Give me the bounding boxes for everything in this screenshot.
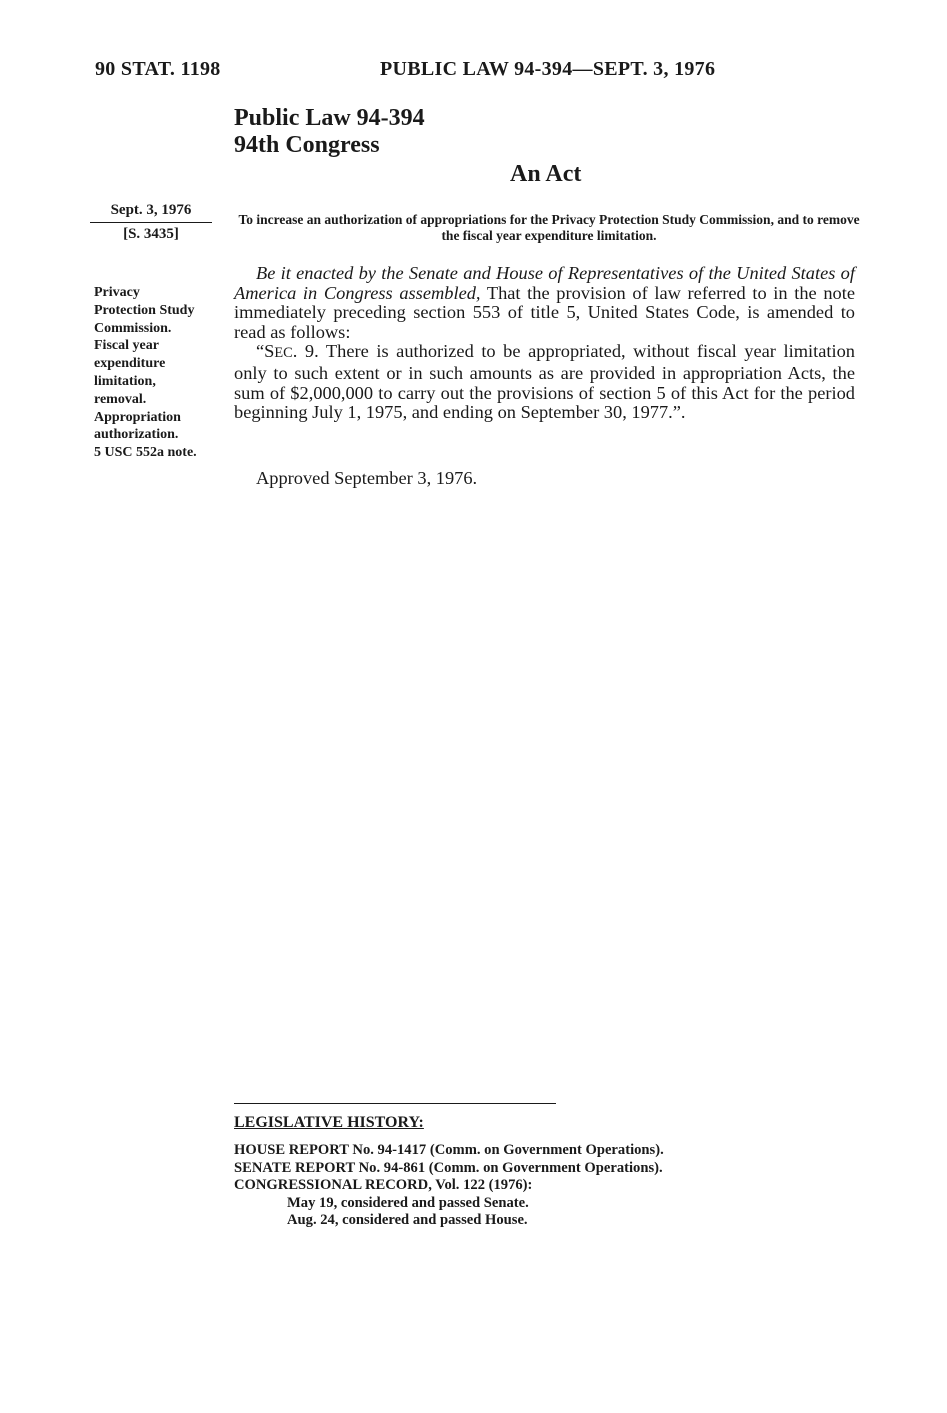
margin-notes <box>94 284 224 462</box>
enacting-paragraph <box>234 264 855 342</box>
date-bill-block <box>90 200 212 245</box>
approval-line: Approved September 3, 1976. <box>256 468 478 488</box>
margin-note: expenditure <box>94 356 166 372</box>
section-text: . 9. There is authorized to be appropriated, without fiscal year limitation only to such extent or in such amounts as are provided in appropriation Acts, the sum of $2,000,000 to carry out the provisions of section 5 of this Act for the period beginning July 1, 1975, and ending on September 30, 1977.”. <box>234 341 855 423</box>
margin-note: authorization. <box>94 427 179 443</box>
margin-note: 5 USC 552a note. <box>94 445 197 461</box>
bill-number: [S. 3435] <box>123 226 179 242</box>
house-report: HOUSE REPORT No. 94-1417 (Comm. on Government Operations). <box>234 1142 664 1158</box>
act-title: An Act <box>510 161 582 187</box>
history-event: Aug. 24, considered and passed House. <box>287 1212 528 1228</box>
running-header: PUBLIC LAW 94-394—SEPT. 3, 1976 <box>380 58 716 80</box>
margin-note: Fiscal year <box>94 338 159 354</box>
margin-note: Protection Study <box>94 302 195 318</box>
footnote-divider <box>234 1103 556 1104</box>
section-paragraph <box>234 342 855 422</box>
paragraph-text: That the provision of law referred to in the note immediately preceding section 553 of title 5, United States Code, is amended to read as follows: <box>234 282 855 342</box>
legislative-history <box>234 1142 664 1230</box>
enactment-date: Sept. 3, 1976 <box>90 200 212 223</box>
margin-note: Privacy <box>94 285 140 300</box>
legislative-history-heading: LEGISLATIVE HISTORY: <box>234 1114 424 1131</box>
law-number: Public Law 94-394 <box>234 105 425 131</box>
act-body <box>234 264 855 423</box>
margin-note: Appropriation <box>94 409 181 425</box>
page-citation: 90 STAT. 1198 <box>95 58 221 80</box>
history-event: May 19, considered and passed Senate. <box>287 1194 529 1211</box>
section-small-caps: EC <box>274 345 293 362</box>
congressional-record: CONGRESSIONAL RECORD, Vol. 122 (1976): <box>234 1177 533 1193</box>
margin-note: removal. <box>94 391 147 407</box>
margin-note: Commission. <box>94 320 172 336</box>
act-purpose: To increase an authorization of appropriations for the Privacy Protection Study Commission, and to remove the fiscal year expenditure limitation. <box>238 212 860 243</box>
senate-report: SENATE REPORT No. 94-861 (Comm. on Government Operations). <box>234 1159 663 1176</box>
margin-note: limitation, <box>94 373 156 389</box>
enacting-clause: Be it enacted by the Senate and House of Representatives of the United States of America in Congress assembled, <box>234 263 855 303</box>
congress-label: 94th Congress <box>234 132 380 158</box>
section-open: “S <box>256 341 275 362</box>
